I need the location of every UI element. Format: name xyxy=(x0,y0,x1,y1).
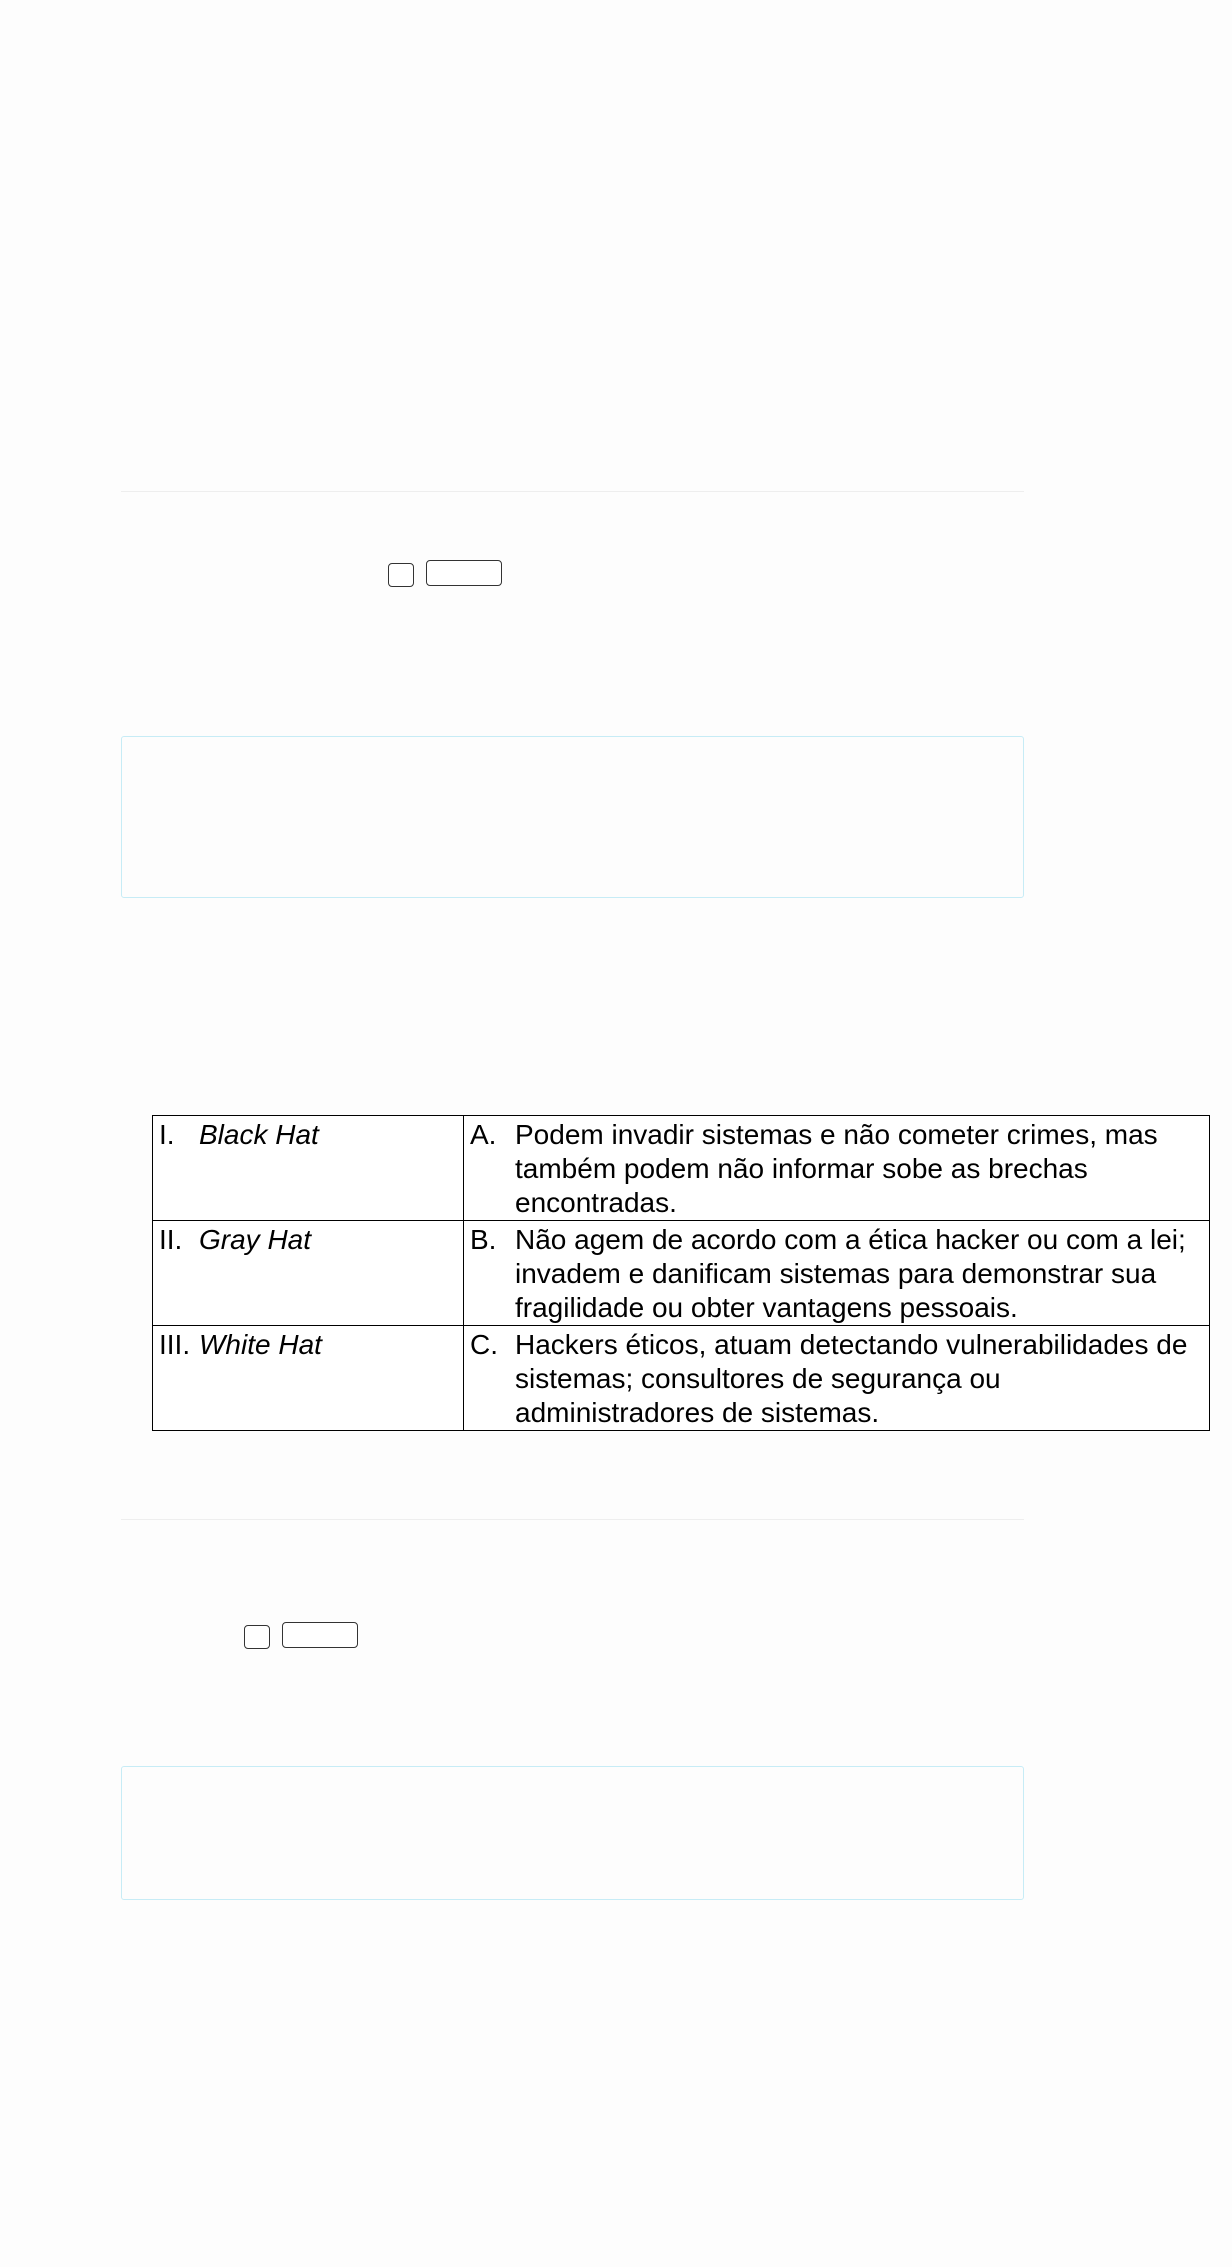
answer-button-1[interactable] xyxy=(426,560,502,586)
table-row xyxy=(153,1326,1210,1431)
checkbox-2[interactable] xyxy=(244,1625,270,1649)
definition-letter: C. xyxy=(470,1329,498,1360)
term-cell xyxy=(153,1326,464,1431)
term-label: Black Hat xyxy=(199,1119,319,1150)
term-label: White Hat xyxy=(199,1329,322,1360)
definition-letter: B. xyxy=(470,1224,497,1255)
definition-cell xyxy=(464,1116,1210,1221)
table-row xyxy=(153,1116,1210,1221)
term-cell xyxy=(153,1116,464,1221)
term-numeral: I. xyxy=(159,1119,175,1150)
term-numeral: III. xyxy=(159,1329,191,1360)
definition-letter: A. xyxy=(470,1119,497,1150)
term-cell xyxy=(153,1221,464,1326)
table-row xyxy=(153,1221,1210,1326)
association-table xyxy=(152,1115,1210,1431)
term-numeral: II. xyxy=(159,1224,183,1255)
definition-cell xyxy=(464,1326,1210,1431)
definition-text: Podem invadir sistemas e não cometer crimes, mas também podem não informar sobe as brechas encontradas. xyxy=(515,1119,1158,1218)
section-divider-top xyxy=(121,491,1024,492)
checkbox-1[interactable] xyxy=(388,563,414,587)
section-divider-bottom xyxy=(121,1519,1024,1520)
term-label: Gray Hat xyxy=(199,1224,312,1255)
response-box-2[interactable] xyxy=(121,1766,1024,1900)
response-box-1[interactable] xyxy=(121,736,1024,898)
definition-cell xyxy=(464,1221,1210,1326)
answer-button-2[interactable] xyxy=(282,1622,358,1648)
definition-text: Hackers éticos, atuam detectando vulnerabilidades de sistemas; consultores de segurança ou administradores de sistemas. xyxy=(515,1329,1188,1428)
definition-text: Não agem de acordo com a ética hacker ou com a lei; invadem e danificam sistemas para demonstrar sua fragilidade ou obter vantagens pessoais. xyxy=(515,1224,1186,1323)
